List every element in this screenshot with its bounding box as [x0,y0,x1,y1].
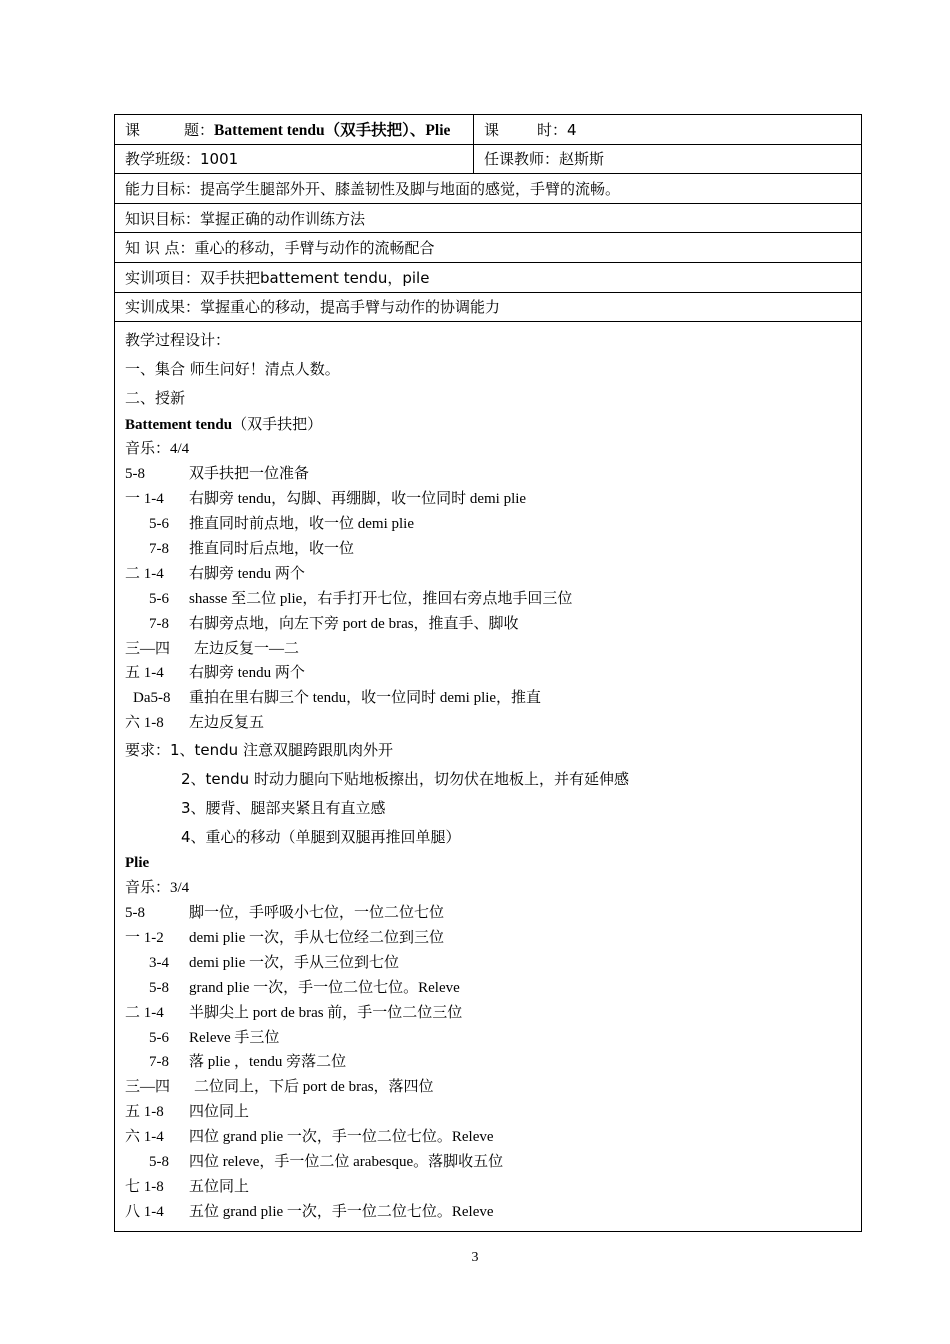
step-text: 二位同上，下后 port de bras，落四位 [194,1079,434,1096]
header-row-class [115,145,861,175]
ability-goal-row [115,174,861,204]
step-text: 右脚旁 tendu 两个 [189,565,305,582]
lesson-plan-table [114,114,862,1232]
step-text: 脚一位，手呼吸小七位，一位二位七位 [189,905,445,922]
requirement-2: 2、tendu 时动力腿向下贴地板擦出，切勿伏在地板上，并有延伸感 [181,769,629,788]
knowledge-goal-text: 知识目标：掌握正确的动作训练方法 [125,209,366,228]
knowledge-goal-row [115,204,861,234]
step-line [125,612,861,637]
step-count: 六 1-4 [125,1129,164,1146]
step-text: 重拍在里右脚三个 tendu，收一位同时 demi plie，推直 [189,690,542,707]
step-count: 7-8 [149,541,169,557]
topic-label-colon: 题： [184,120,215,139]
step-count: 一 1-4 [125,491,164,508]
tendu-heading-bold: Battement tendu [125,416,233,433]
step-line [125,1125,861,1150]
step-line [125,1150,861,1175]
step-line [125,901,861,926]
step-count: 一 1-2 [125,929,164,946]
step-text: 四位 releve，手一位二位 arabesque。落脚收五位 [189,1154,504,1170]
step-text: 半脚尖上 port de bras 前，手一位二位三位 [189,1004,463,1021]
topic-cell [115,115,474,144]
tendu-heading [125,413,861,438]
teaching-process [115,322,861,1231]
step-text: 五位 grand plie 一次，手一位二位七位。Releve [189,1203,494,1220]
step-text: 落 plie ，tendu 旁落二位 [189,1054,347,1071]
step-line [125,512,861,537]
hours-cell [474,115,861,144]
step-text: 推直同时后点地，收一位 [189,541,355,557]
step-count: 八 1-4 [125,1203,164,1220]
hours-value: 时：4 [537,120,577,139]
tendu-heading-rest: （双手扶把） [232,416,323,433]
step-count: 5-8 [149,979,169,996]
step-line [125,1026,861,1051]
step-count: 七 1-8 [125,1178,164,1195]
step-line [125,1050,861,1075]
step-count: 二 1-4 [125,565,164,582]
hours-label: 课 [484,120,500,139]
step-count: 五 1-4 [125,665,164,682]
process-title: 教学过程设计： [125,331,231,350]
project-text: 实训项目：双手扶把battement tendu，pile [125,268,430,287]
step-text: 五位同上 [189,1178,250,1195]
tendu-music: 音乐：4/4 [125,441,190,458]
step-text: grand plie 一次，手一位二位七位。Releve [189,979,460,996]
plie-heading: Plie [125,855,150,872]
step-text: demi plie 一次，手从七位经二位到三位 [189,929,444,946]
step-line [125,587,861,612]
step-count: 六 1-8 [125,715,164,732]
result-text: 实训成果：掌握重心的移动，提高手臂与动作的协调能力 [125,298,501,317]
topic-label: 课 [125,120,141,139]
step-text: 四位 grand plie 一次，手一位二位七位。Releve [189,1129,494,1146]
ability-goal-text: 能力目标：提高学生腿部外开、膝盖韧性及脚与地面的感觉，手臂的流畅。 [125,179,621,198]
step-count: 三—四 [125,1079,171,1096]
step-count: 5-6 [149,516,169,533]
step-count: 5-8 [149,1154,169,1170]
requirement-1: 要求：1、tendu 注意双腿跨跟肌肉外开 [125,741,393,760]
step-line [125,637,861,662]
step-line [125,537,861,562]
step-count: 三—四 [125,640,171,657]
step-text: 右脚旁 tendu 两个 [189,665,305,682]
step-line [125,1175,861,1200]
teacher-cell: 任课教师：赵斯斯 [484,150,605,169]
step-line [125,562,861,587]
step-count: 五 1-8 [125,1104,164,1121]
step-text: shasse 至二位 plie，右手打开七位，推回右旁点地手回三位 [189,590,573,607]
step-count: 二 1-4 [125,1004,164,1021]
step-count: 5-6 [149,1029,169,1046]
step-count: 5-6 [149,590,169,607]
step-text: 左边反复一—二 [194,640,300,657]
knowledge-point-row [115,233,861,263]
step-count: 7-8 [149,1054,169,1071]
step-text: 右脚旁 tendu，勾脚、再绷脚，收一位同时 demi plie [189,491,527,508]
step-line [125,976,861,1001]
step-line [125,462,861,487]
requirement-3: 3、腰背、腿部夹紧且有直立感 [181,798,386,817]
step-line [125,686,861,711]
step-line [125,1200,861,1225]
step-text: 推直同时前点地，收一位 demi plie [189,516,414,533]
tendu-steps [125,462,861,736]
step-line [125,951,861,976]
page-number: 3 [471,1250,479,1265]
step-count: 5-8 [125,905,145,922]
step-line [125,1001,861,1026]
process-step-1: 一、集合 师生问好！清点人数。 [125,359,340,378]
requirement-4: 4、重心的移动（单腿到双腿再推回单腿） [181,827,461,846]
topic-title: Battement tendu（双手扶把）、Plie [214,122,451,140]
plie-steps [125,901,861,1225]
step-text: 双手扶把一位准备 [189,466,310,483]
step-line [125,661,861,686]
step-line [125,711,861,736]
process-step-2: 二、授新 [125,388,186,407]
step-count: 5-8 [125,466,145,483]
step-text: Releve 手三位 [189,1029,280,1046]
class-cell: 教学班级：1001 [115,145,474,174]
step-text: 右脚旁点地，向左下旁 port de bras，推直手、脚收 [189,615,519,632]
step-text: 左边反复五 [189,715,265,732]
step-line [125,487,861,512]
step-count: 7-8 [149,615,169,632]
result-row [115,293,861,323]
step-count: Da5-8 [133,690,171,707]
step-count: 3-4 [149,954,169,971]
project-row [115,263,861,293]
plie-music: 音乐：3/4 [125,880,190,897]
header-row-topic [115,115,861,145]
step-text: 四位同上 [189,1104,250,1121]
step-line [125,926,861,951]
knowledge-point-text: 知 识 点：重心的移动，手臂与动作的流畅配合 [125,239,435,258]
step-text: demi plie 一次，手从三位到七位 [189,954,399,971]
step-line [125,1100,861,1125]
step-line [125,1075,861,1100]
